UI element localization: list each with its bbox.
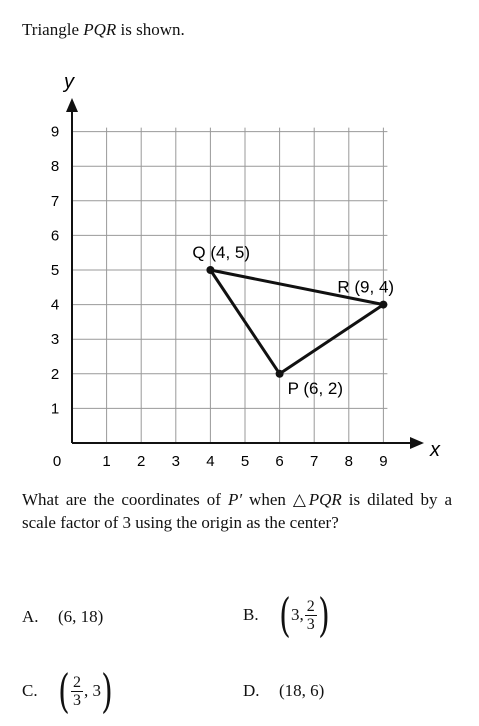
question-part-2: when △ [242, 490, 309, 509]
x-tick-label: 6 [275, 453, 284, 470]
choice-c-value [58, 664, 113, 718]
choice-d[interactable] [243, 681, 324, 701]
y-tick-label: 4 [50, 296, 60, 314]
fraction-denominator: 3 [72, 691, 81, 709]
choice-c-letter: C. [22, 681, 38, 700]
x-tick-labels [53, 453, 388, 470]
question-part-1: What are the coordinates of [22, 490, 228, 509]
y-tick-label: 7 [50, 192, 60, 210]
vertex-p-label: P (6, 2) [287, 378, 344, 398]
close-paren: ) [101, 664, 113, 718]
prompt-text-start: Triangle [22, 20, 84, 39]
choice-a-text: (6, 18) [58, 607, 104, 626]
choice-a-letter: A. [22, 607, 39, 626]
x-tick-label: 0 [52, 453, 62, 470]
choice-c[interactable] [22, 664, 113, 718]
choice-d-text: (18, 6) [279, 681, 325, 700]
prompt-text-end: is shown. [116, 20, 185, 39]
x-tick-label: 2 [137, 453, 146, 470]
triangle [192, 243, 394, 398]
x-tick-label: 3 [171, 453, 180, 470]
choice-b-letter: B. [243, 605, 259, 624]
fraction-numerator: 2 [306, 597, 315, 615]
x-tick-label: 5 [240, 453, 250, 470]
question-part-3: is dilated by a scale factor of 3 using the origin as the center? [22, 490, 452, 532]
choice-b[interactable] [243, 588, 330, 642]
y-tick-label: 3 [50, 331, 60, 349]
choice-c-whole: , 3 [83, 681, 101, 700]
triangle-name: PQR [83, 20, 117, 39]
y-axis-arrow [66, 98, 78, 112]
choice-b-whole: 3, [290, 605, 304, 624]
choice-a[interactable] [22, 607, 103, 627]
vertex-p [276, 370, 284, 378]
fraction-numerator: 2 [72, 673, 81, 691]
open-paren: ( [58, 664, 70, 718]
x-tick-label: 9 [379, 453, 388, 470]
question-triangle-name: PQR [308, 490, 342, 509]
open-paren: ( [279, 588, 291, 642]
x-axis-arrow [410, 437, 424, 449]
axes [62, 71, 441, 461]
vertex-q [206, 266, 214, 274]
vertex-r [379, 301, 387, 309]
x-axis-label: x [430, 439, 440, 461]
question-text [22, 488, 452, 534]
y-tick-label: 9 [50, 123, 60, 141]
choice-d-letter: D. [243, 681, 260, 700]
y-tick-label: 2 [50, 365, 60, 383]
y-tick-label: 8 [50, 158, 60, 176]
choice-c-fraction [71, 674, 83, 709]
y-tick-labels [51, 124, 59, 418]
x-tick-label: 7 [310, 453, 319, 470]
x-tick-label: 1 [102, 453, 111, 470]
y-tick-label: 6 [50, 227, 60, 245]
x-tick-label: 8 [344, 453, 353, 470]
vertex-q-label: Q (4, 5) [192, 243, 251, 262]
y-tick-label: 5 [50, 262, 60, 279]
point-p-prime: P′ [227, 490, 243, 509]
vertex-r-label: R (9, 4) [337, 277, 395, 297]
y-tick-label: 1 [50, 400, 60, 418]
choice-b-value [279, 588, 330, 642]
fraction-denominator: 3 [306, 615, 315, 633]
x-tick-label: 4 [206, 453, 215, 470]
y-axis-label: y [64, 71, 74, 93]
close-paren: ) [317, 588, 330, 642]
choice-b-fraction [305, 598, 317, 633]
